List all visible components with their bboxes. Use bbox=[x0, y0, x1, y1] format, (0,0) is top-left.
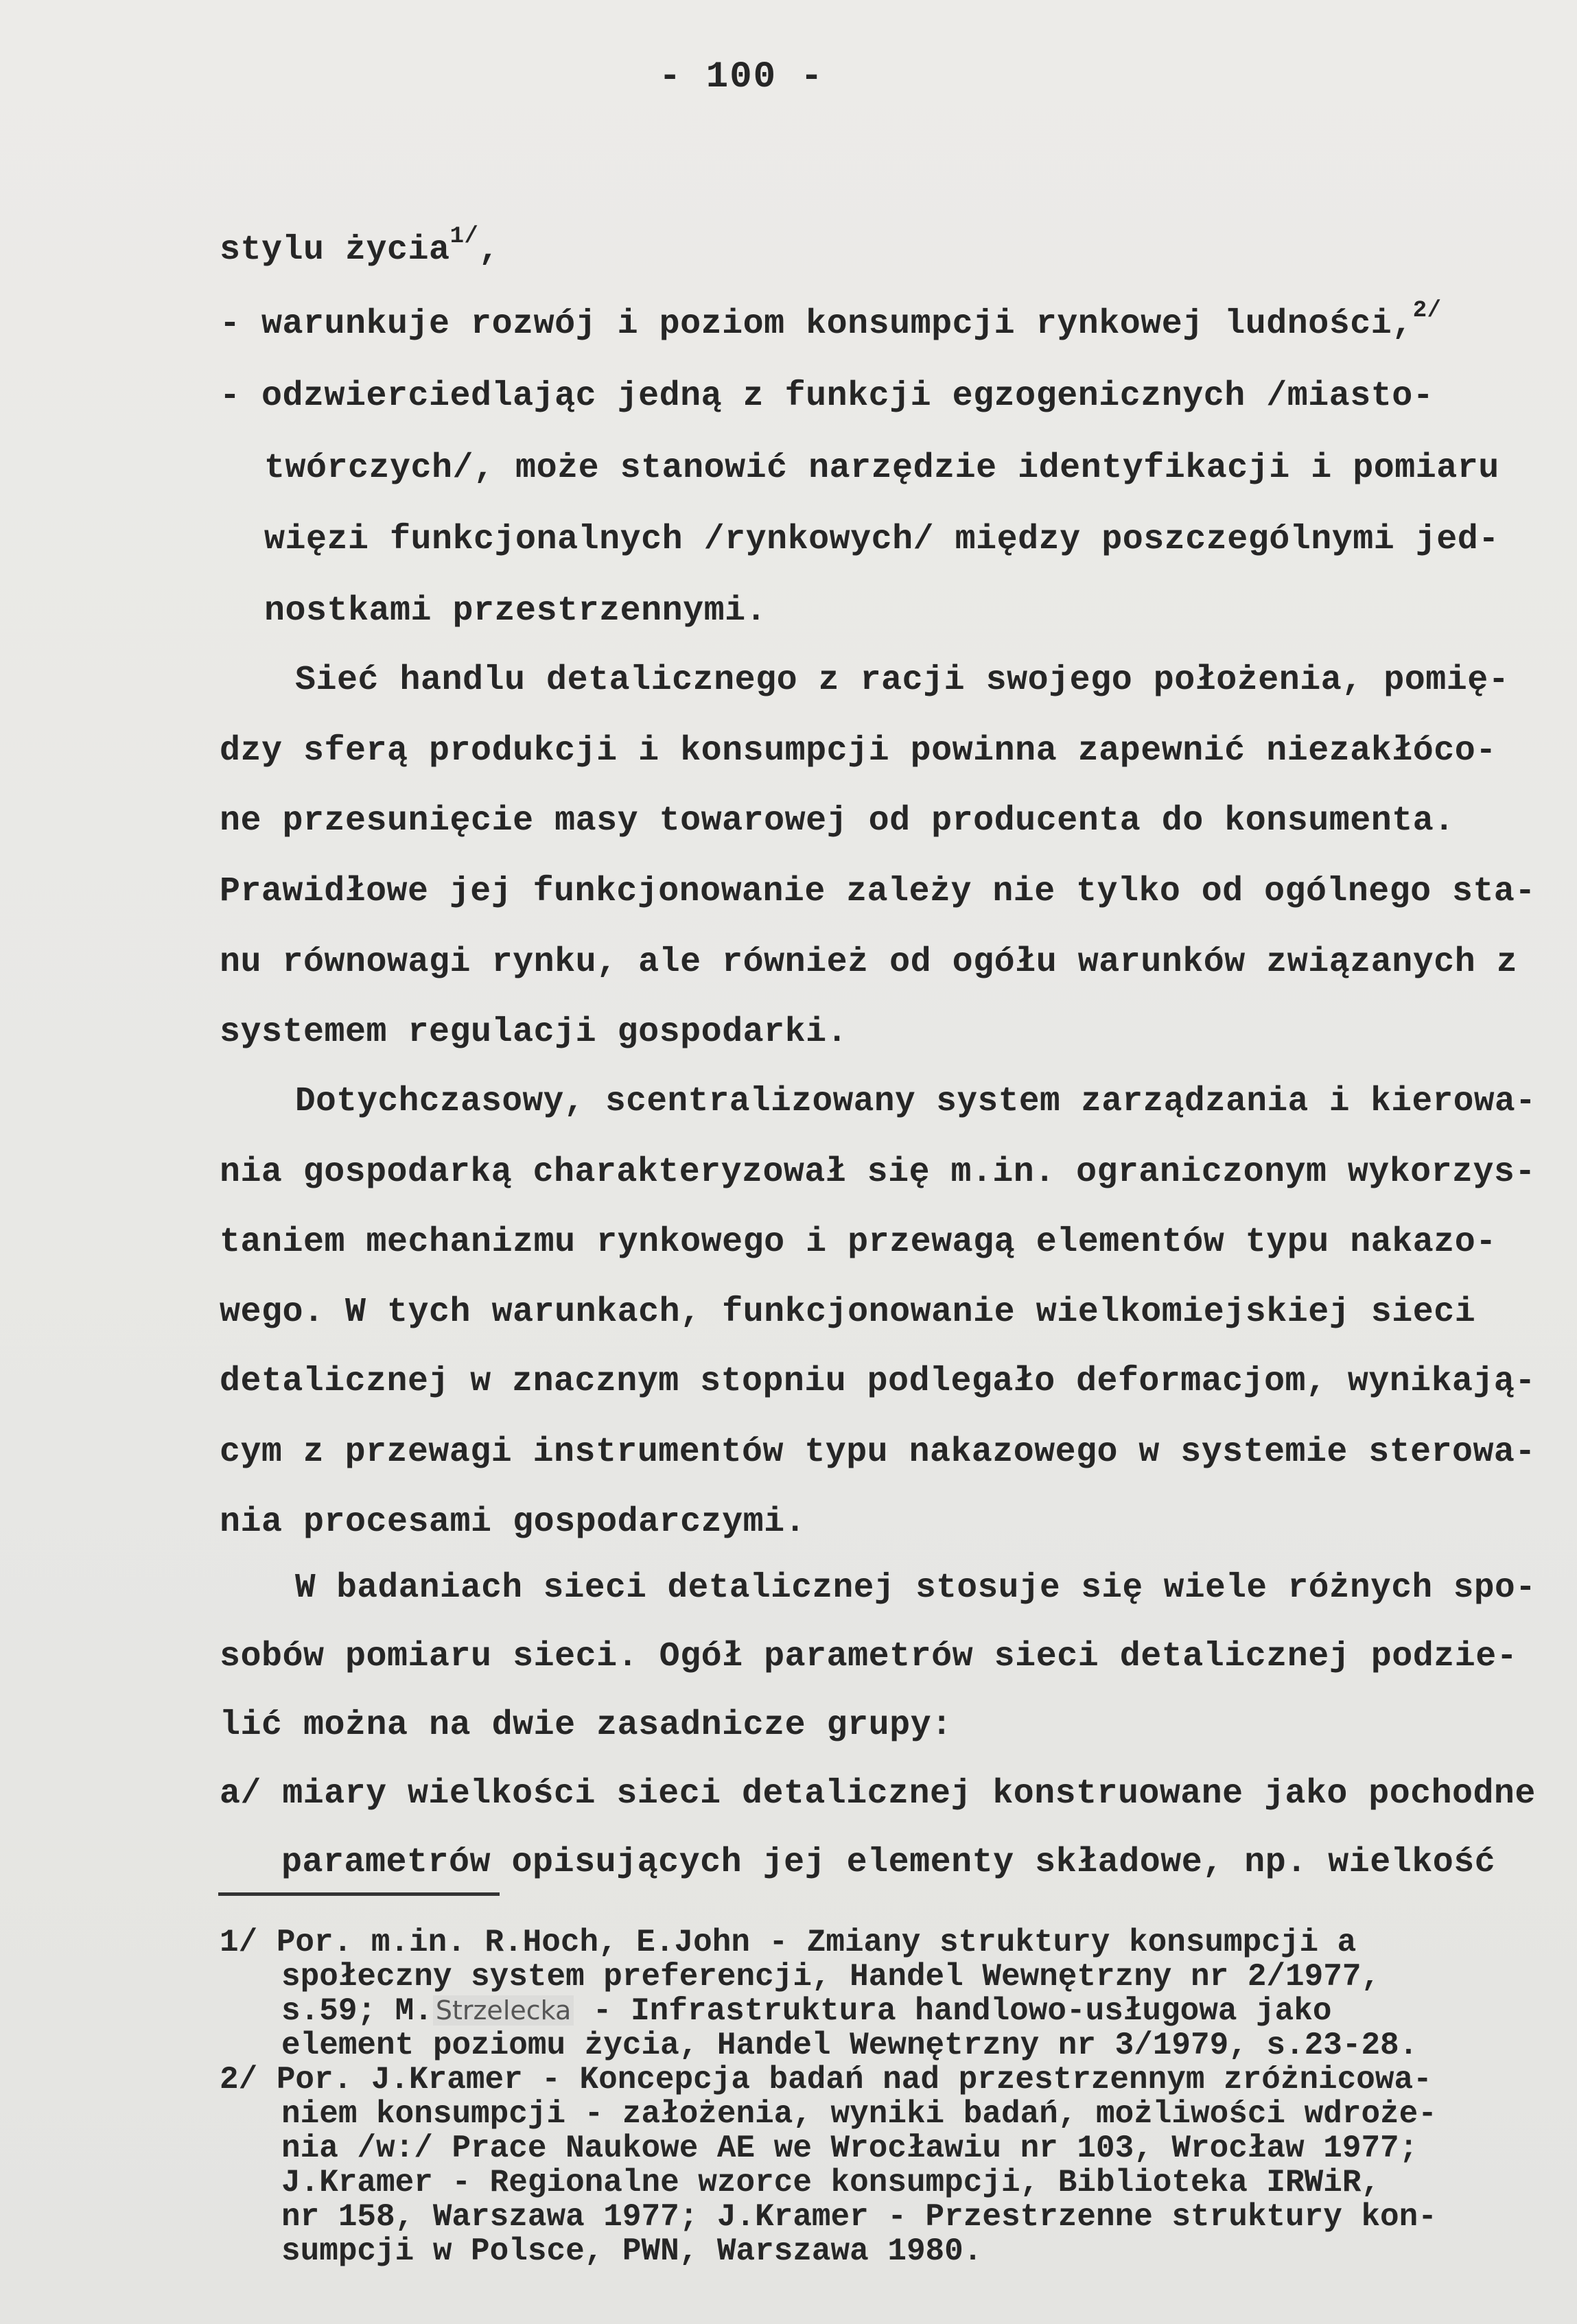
footnote-line: 1/ Por. m.in. R.Hoch, E.John - Zmiany struktury konsumpcji a bbox=[220, 1925, 1357, 1960]
body-line: ne przesunięcie masy towarowej od producenta do konsumenta. bbox=[220, 801, 1455, 841]
body-line: dzy sferą produkcji i konsumpcji powinna zapewnić niezakłóco- bbox=[220, 731, 1497, 771]
body-line: więzi funkcjonalnych /rynkowych/ między poszczególnymi jed- bbox=[264, 520, 1499, 559]
body-line: lić można na dwie zasadnicze grupy: bbox=[220, 1706, 953, 1745]
body-line: taniem mechanizmu rynkowego i przewagą elementów typu nakazo- bbox=[220, 1223, 1497, 1262]
body-line: nu równowagi rynku, ale również od ogółu warunków związanych z bbox=[220, 943, 1518, 982]
body-line: Prawidłowe jej funkcjonowanie zależy nie tylko od ogólnego sta- bbox=[220, 872, 1536, 911]
page-number: - 100 - bbox=[659, 56, 824, 98]
body-line: W badaniach sieci detalicznej stosuje się wiele różnych spo- bbox=[295, 1569, 1537, 1608]
body-line: systemem regulacji gospodarki. bbox=[220, 1013, 848, 1052]
footnote-line: nr 158, Warszawa 1977; J.Kramer - Przestrzenne struktury kon- bbox=[281, 2199, 1437, 2235]
body-line: a/ miary wielkości sieci detalicznej konstruowane jako pochodne bbox=[220, 1774, 1536, 1814]
footnote-ref: 2/ bbox=[1412, 298, 1442, 324]
body-line: nia gospodarką charakteryzował się m.in. ograniczonym wykorzys- bbox=[220, 1153, 1536, 1192]
body-line: - odzwierciedlając jedną z funkcji egzogenicznych /miasto- bbox=[220, 377, 1434, 416]
body-line: nia procesami gospodarczymi. bbox=[220, 1503, 806, 1542]
footnote-line: niem konsumpcji - założenia, wyniki badań, możliwości wdroże- bbox=[281, 2096, 1437, 2132]
body-line: detalicznej w znacznym stopniu podlegało deformacjom, wynikają- bbox=[220, 1362, 1536, 1401]
footnote-separator bbox=[218, 1892, 500, 1896]
body-line: Dotychczasowy, scentralizowany system zarządzania i kierowa- bbox=[295, 1082, 1537, 1121]
footnote-line: s.59; M. Strzelecka - Infrastruktura handlowo-usługowa jako bbox=[281, 1993, 1332, 2029]
ocr-highlight: Strzelecka bbox=[433, 1995, 574, 2026]
body-line: cym z przewagi instrumentów typu nakazowego w systemie sterowa- bbox=[220, 1433, 1536, 1472]
footnote-line: 2/ Por. J.Kramer - Koncepcja badań nad przestrzennym zróżnicowa- bbox=[220, 2062, 1432, 2098]
footnote-line: społeczny system preferencji, Handel Wewnętrzny nr 2/1977, bbox=[281, 1959, 1381, 1995]
footnote-line: J.Kramer - Regionalne wzorce konsumpcji, Biblioteka IRWiR, bbox=[281, 2165, 1381, 2200]
body-line: Sieć handlu detalicznego z racji swojego położenia, pomię- bbox=[295, 661, 1510, 700]
footnote-line: element poziomu życia, Handel Wewnętrzny nr 3/1979, s.23-28. bbox=[281, 2028, 1418, 2063]
body-line: parametrów opisujących jej elementy składowe, np. wielkość bbox=[281, 1843, 1496, 1882]
footnote-line: nia /w:/ Prace Naukowe AE we Wrocławiu nr 103, Wrocław 1977; bbox=[281, 2131, 1418, 2166]
body-line: stylu życia$^{1/}$, bbox=[220, 224, 500, 270]
body-line: twórczych/, może stanowić narzędzie identyfikacji i pomiaru bbox=[264, 449, 1499, 488]
body-line: wego. W tych warunkach, funkcjonowanie wielkomiejskiej sieci bbox=[220, 1293, 1476, 1332]
body-line: nostkami przestrzennymi. bbox=[264, 591, 767, 631]
body-line: - warunkuje rozwój i poziom konsumpcji rynkowej ludności,$^{2/}$ bbox=[220, 298, 1442, 344]
footnote-ref: 1/ bbox=[449, 224, 479, 250]
footnote-line: sumpcji w Polsce, PWN, Warszawa 1980. bbox=[281, 2233, 983, 2269]
body-line: sobów pomiaru sieci. Ogół parametrów sieci detalicznej podzie- bbox=[220, 1637, 1518, 1676]
